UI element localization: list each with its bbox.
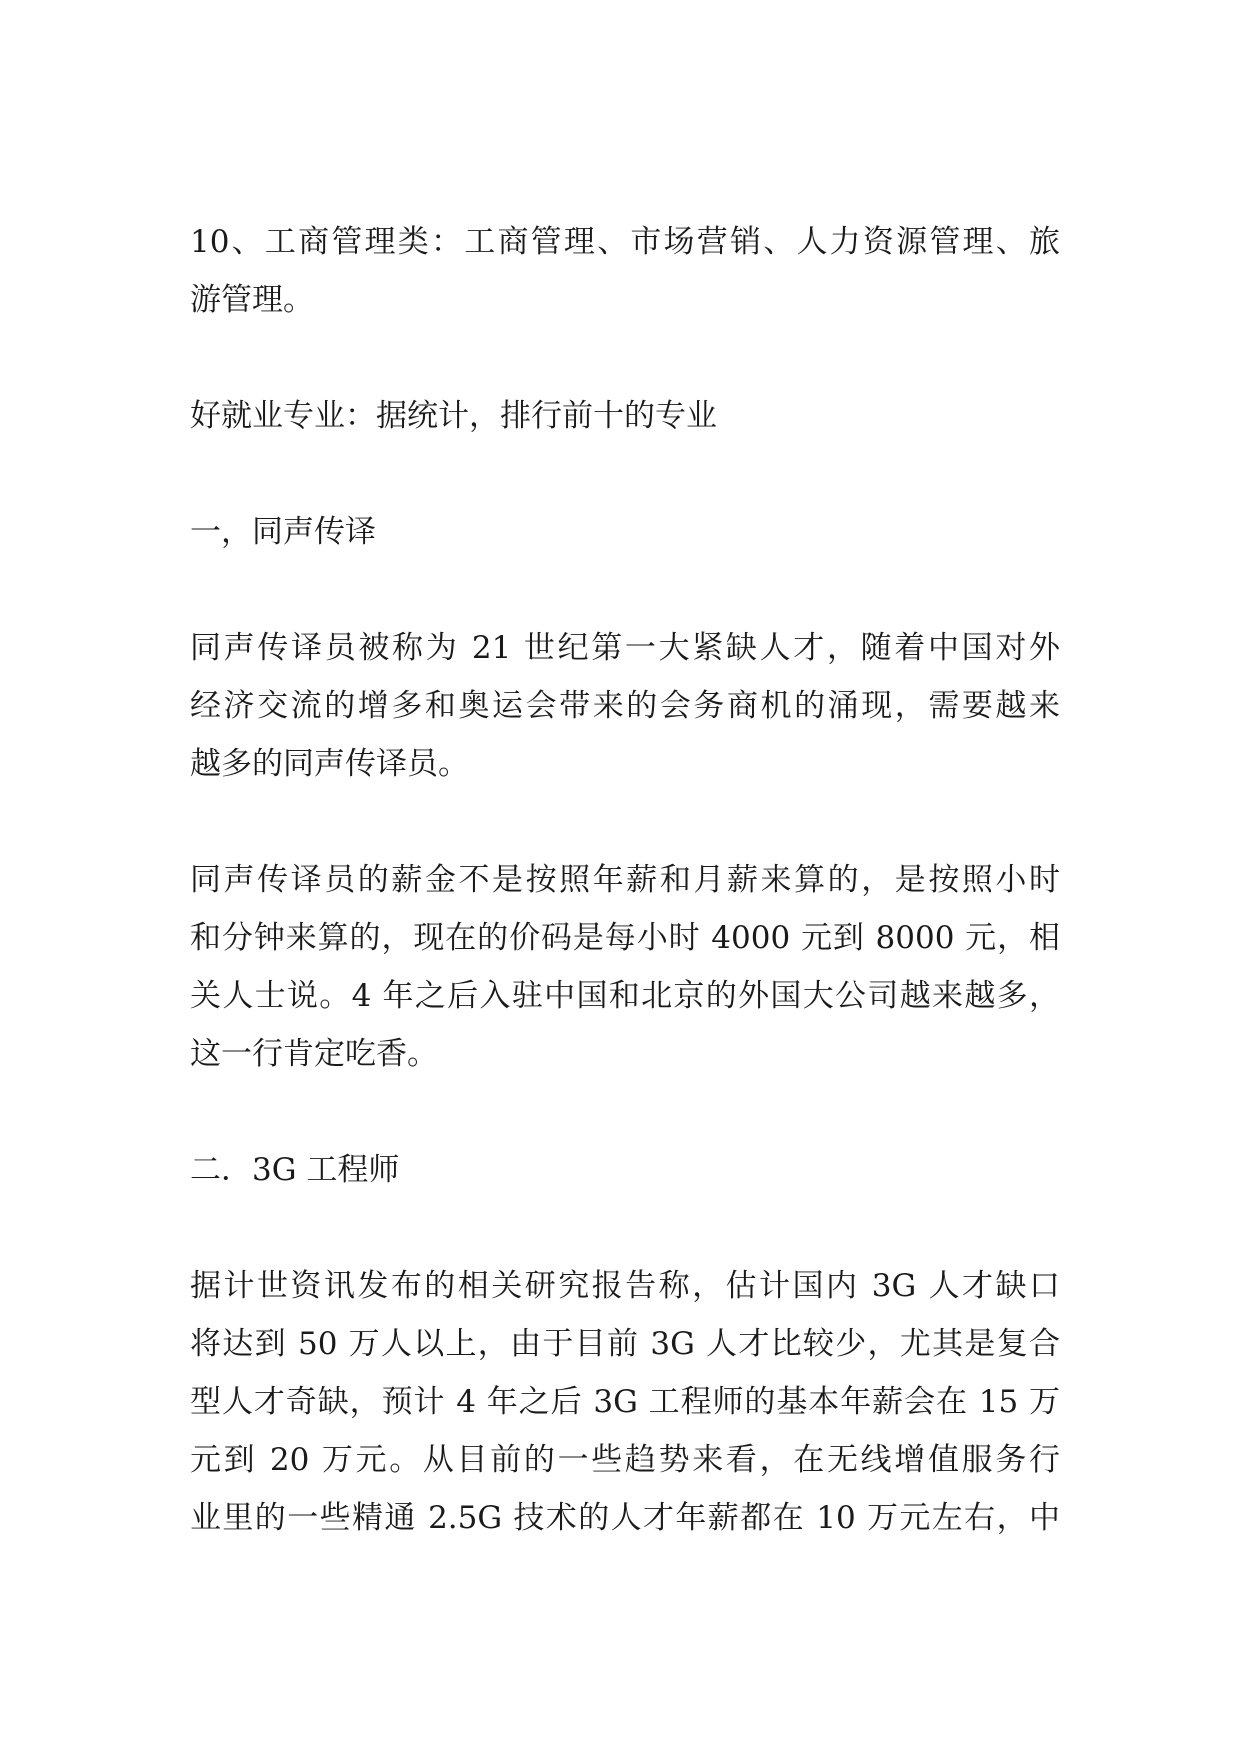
text-line: 和分钟来算的，现在的价码是每小时 4000 元到 8000 元，相 — [190, 920, 1060, 956]
text-line: 同声传译员被称为 21 世纪第一大紧缺人才，随着中国对外 — [190, 630, 1060, 666]
paragraph-spacer — [190, 1083, 1060, 1141]
text-line: 二．3G 工程师 — [190, 1152, 400, 1188]
text-line: 关人士说。4 年之后入驻中国和北京的外国大公司越来越多， — [190, 978, 1060, 1014]
paragraph-spacer — [190, 329, 1060, 387]
paragraph-3g-engineer-details — [190, 1257, 1060, 1547]
paragraph-spacer — [190, 561, 1060, 619]
text-line: 将达到 50 万人以上，由于目前 3G 人才比较少，尤其是复合 — [190, 1326, 1060, 1362]
paragraph-spacer — [190, 1199, 1060, 1257]
text-line: 经济交流的增多和奥运会带来的会务商机的涌现，需要越来 — [190, 688, 1060, 724]
text-line: 游管理。 — [190, 282, 314, 318]
document-body — [190, 213, 1060, 1547]
paragraph-interpreter-salary — [190, 851, 1060, 1083]
text-line: 这一行肯定吃香。 — [190, 1036, 438, 1072]
text-line: 好就业专业：据统计，排行前十的专业 — [190, 398, 717, 434]
text-line: 元到 20 万元。从目前的一些趋势来看，在无线增值服务行 — [190, 1442, 1060, 1478]
paragraph-major-business-management — [190, 213, 1060, 329]
section-heading-interpreter — [190, 503, 1060, 561]
section-heading-3g-engineer — [190, 1141, 1060, 1199]
text-line: 据计世资讯发布的相关研究报告称，估计国内 3G 人才缺口 — [190, 1268, 1060, 1304]
text-line: 10、工商管理类：工商管理、市场营销、人力资源管理、旅 — [190, 224, 1060, 260]
paragraph-spacer — [190, 793, 1060, 851]
text-line: 越多的同声传译员。 — [190, 746, 469, 782]
text-line: 同声传译员的薪金不是按照年薪和月薪来算的，是按照小时 — [190, 862, 1060, 898]
paragraph-interpreter-demand — [190, 619, 1060, 793]
paragraph-spacer — [190, 445, 1060, 503]
text-line: 业里的一些精通 2.5G 技术的人才年薪都在 10 万元左右，中 — [190, 1500, 1060, 1536]
text-line: 型人才奇缺，预计 4 年之后 3G 工程师的基本年薪会在 15 万 — [190, 1384, 1060, 1420]
paragraph-intro-heading — [190, 387, 1060, 445]
text-line: 一，同声传译 — [190, 514, 376, 550]
